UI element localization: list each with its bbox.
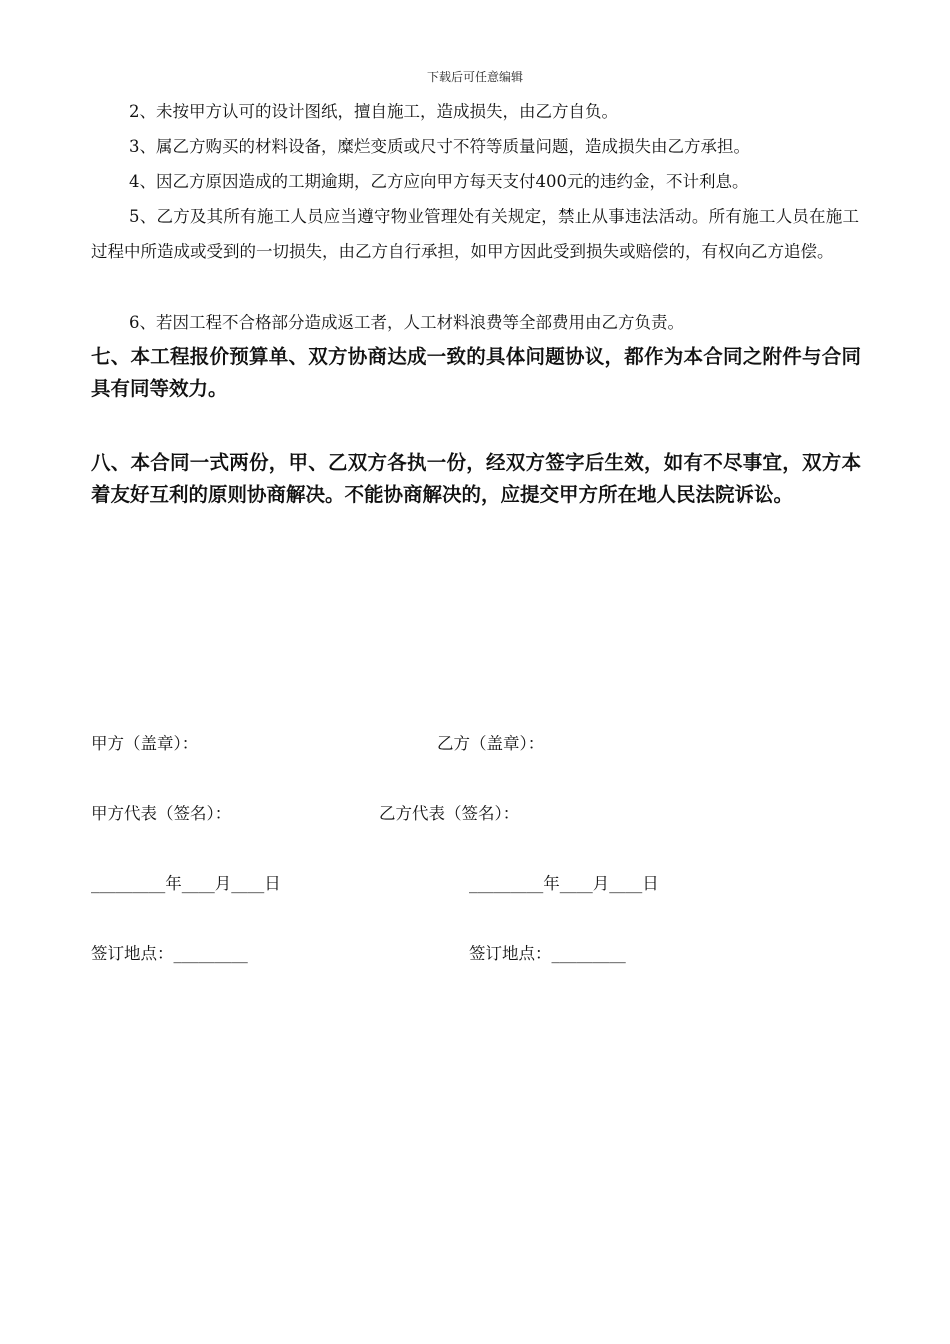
clause-4: 4、因乙方原因造成的工期逾期，乙方应向甲方每天支付400元的违约金，不计利息。 (129, 172, 749, 191)
clause-6: 6、若因工程不合格部分造成返工者，人工材料浪费等全部费用由乙方负责。 (129, 313, 684, 332)
party-b-seal-label: 乙方（盖章）： (437, 734, 545, 753)
party-b-signing-place: 签订地点：_________ (469, 944, 626, 963)
clause-2: 2、未按甲方认可的设计图纸，擅自施工，造成损失，由乙方自负。 (129, 102, 618, 121)
clause-3: 3、属乙方购买的材料设备，糜烂变质或尺寸不符等质量问题，造成损失由乙方承担。 (129, 137, 750, 156)
header-note: 下载后可任意编辑 (426, 70, 523, 84)
party-a-seal-label: 甲方（盖章）： (91, 734, 199, 753)
party-b-representative-label: 乙方代表（签名）： (379, 804, 520, 823)
section-seven: 七、本工程报价预算单、双方协商达成一致的具体问题协议，都作为本合同之附件与合同具有同等效力。 (91, 345, 861, 400)
party-b-date-line: _________年____月____日 (469, 874, 659, 893)
clause-5: 5、乙方及其所有施工人员应当遵守物业管理处有关规定，禁止从事违法活动。所有施工人员在施工过程中所造成或受到的一切损失，由乙方自行承担，如甲方因此受到损失或赔偿的，有权向乙方追偿。 (91, 207, 859, 261)
section-eight: 八、本合同一式两份，甲、乙双方各执一份，经双方签字后生效，如有不尽事宜，双方本着友好互利的原则协商解决。不能协商解决的，应提交甲方所在地人民法院诉讼。 (91, 451, 861, 506)
party-a-representative-label: 甲方代表（签名）： (91, 804, 232, 823)
party-a-date-line: _________年____月____日 (91, 874, 281, 893)
party-a-signing-place: 签订地点：_________ (91, 944, 248, 963)
